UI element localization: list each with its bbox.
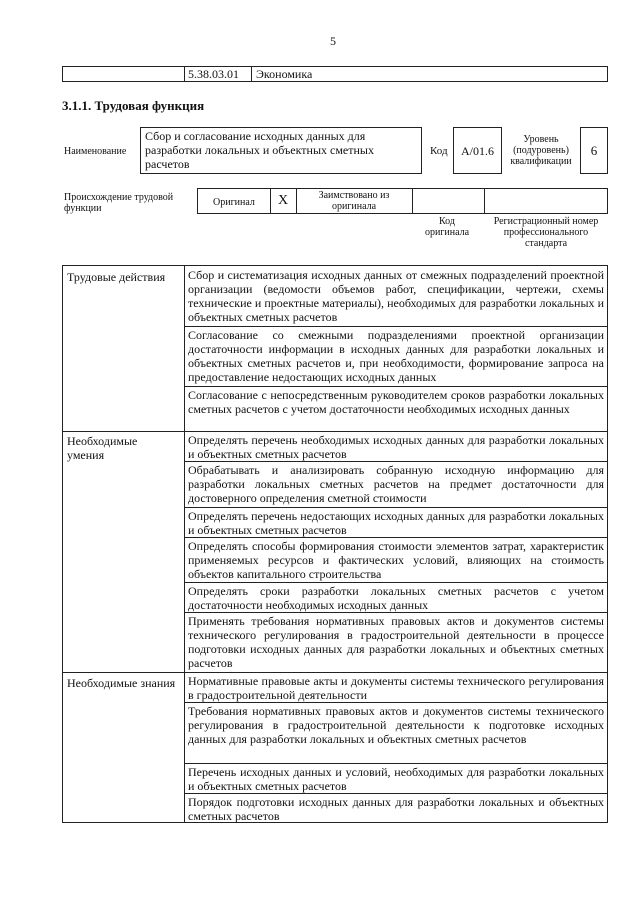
action-item: Сбор и систематизация исходных данных от смежных подразделений проектной организации (ведомости объемов работ, спецификации, чертежи, схемы технические и проектные материалы), необходимых для разработки локальных и объектных сметных расчетов — [188, 268, 604, 324]
knowledge-item: Нормативные правовые акты и документы системы технического регулирования в градостроительной деятельности — [188, 674, 604, 702]
section-label-skills: Необходимые умения — [67, 434, 138, 462]
skill-item: Определять перечень недостающих исходных данных для разработки локальных и объектных сметных расчетов — [188, 509, 604, 537]
knowledge-item: Порядок подготовки исходных данных для разработки локальных и объектных сметных расчетов — [188, 795, 604, 823]
skill-item: Определять перечень необходимых исходных данных для разработки локальных и объектных сметных расчетов — [188, 433, 604, 461]
level-value: 6 — [590, 143, 598, 158]
section-label-knowledge: Необходимые знания — [67, 676, 176, 690]
okved-code: 5.38.03.01 — [188, 67, 239, 81]
original-label: Оригинал — [213, 197, 255, 208]
knowledge-item: Перечень исходных данных и условий, необходимых для разработки локальных и объектных сметных расчетов — [188, 765, 604, 793]
skill-item: Определять способы формирования стоимости элементов затрат, характеристик применяемых ресурсов и фактических условий, влияющих на стоимость объектов капитального строительства — [188, 539, 604, 581]
page-number: 5 — [330, 34, 336, 48]
origin-label: Происхождение трудовой функции — [64, 192, 174, 214]
original-mark: X — [277, 193, 289, 208]
skill-item: Применять требования нормативных правовых актов и документов системы технического регулирования в градостроительной деятельности в процессе подготовки исходных данных для разработки локальных и объектных сметных расчетов — [188, 614, 604, 670]
level-label: Уровень (подуровень) квалификации — [510, 134, 572, 167]
code-label: Код — [430, 145, 448, 157]
classification-row — [62, 66, 608, 82]
code-value: А/01.6 — [461, 144, 494, 158]
action-item: Согласование с непосредственным руководителем сроков разработки локальных сметных расчетов с учетом достаточности необходимых исходных данных — [188, 388, 604, 416]
knowledge-item: Требования нормативных правовых актов и документов системы технического регулирования в градостроительной деятельности к подготовке исходных данных для разработки локальных и объектных сметных расчетов — [188, 704, 604, 746]
section-label-actions: Трудовые действия — [67, 270, 166, 284]
skill-item: Обрабатывать и анализировать собранную исходную информацию для разработки локальных сметных расчетов на предмет достаточности для достоверного определения сметной стоимости — [188, 463, 604, 505]
name-value: Сбор и согласование исходных данных для разработки локальных и объектных сметных расчетов — [145, 129, 374, 171]
reg-number-label: Регистрационный номер профессионального стандарта — [493, 216, 599, 249]
borrowed-label: Заимствовано из оригинала — [318, 190, 390, 212]
skill-item: Определять сроки разработки локальных сметных расчетов с учетом достаточности необходимых исходных данных — [188, 584, 604, 612]
action-item: Согласование со смежными подразделениями проектной организации достаточности информации в исходных данных для разработки локальных и объектных сметных расчетов и, при необходимости, формирование запроса на предоставление недостающих исходных данных — [188, 328, 604, 384]
name-label: Наименование — [64, 146, 127, 157]
okved-name: Экономика — [256, 67, 313, 81]
code-original-label: Код оригинала — [424, 216, 470, 238]
section-title: 3.1.1. Трудовая функция — [62, 98, 205, 113]
